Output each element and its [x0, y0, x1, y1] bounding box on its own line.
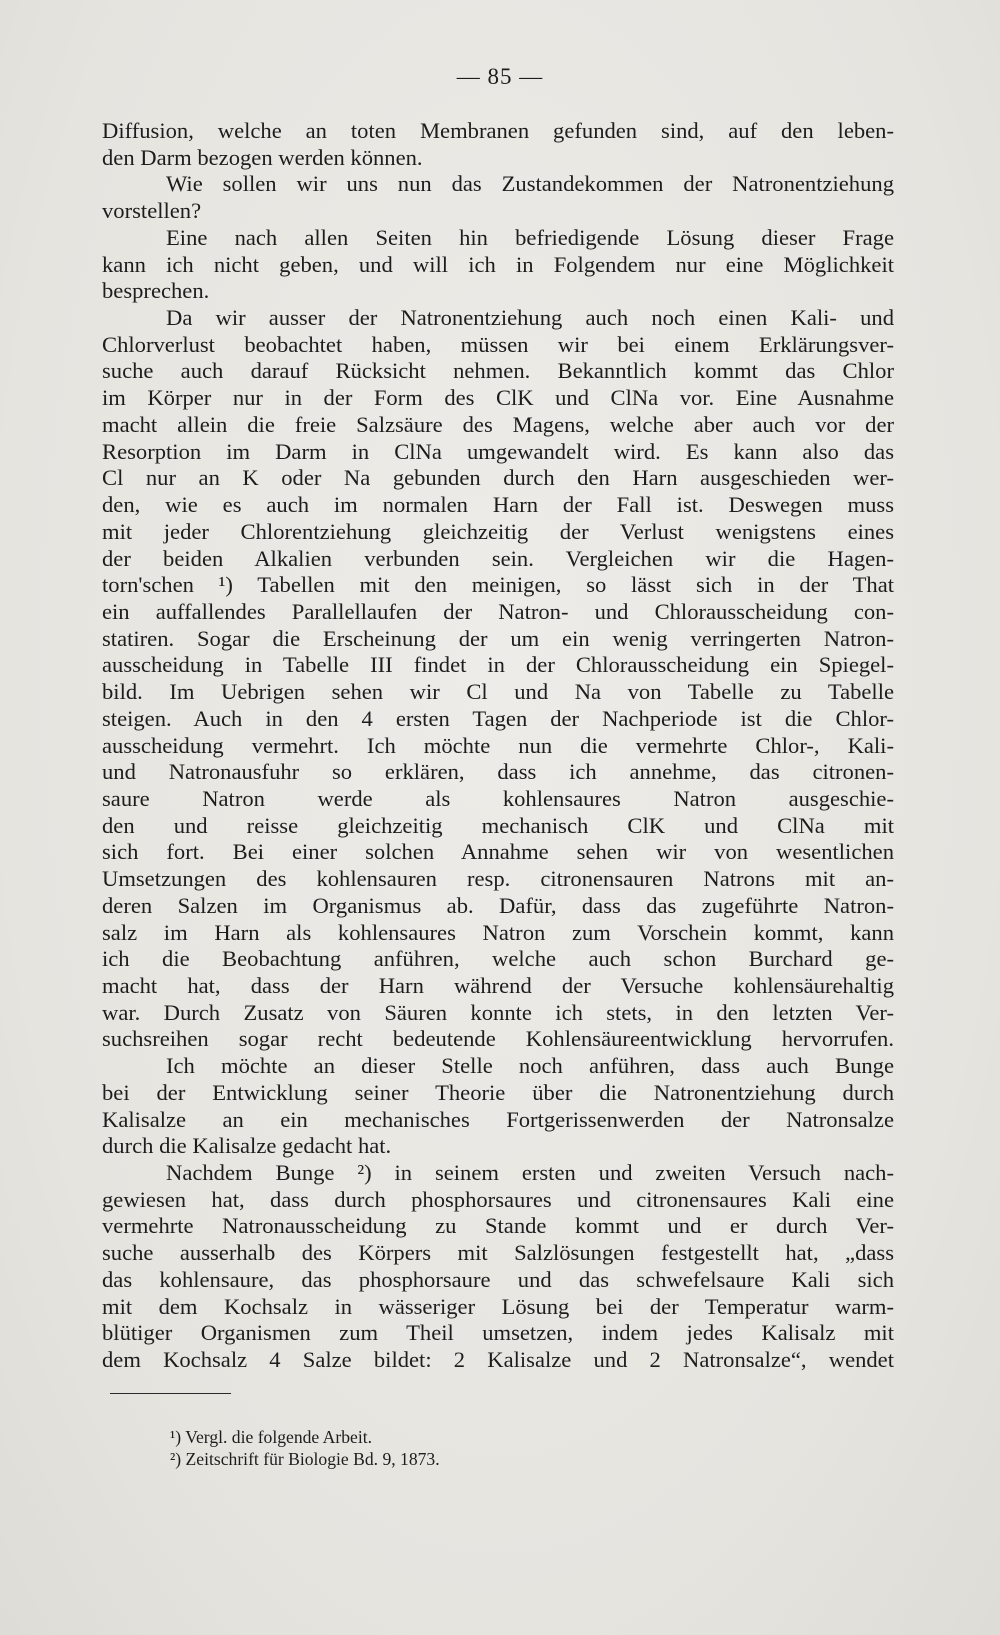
text-line: mit jeder Chlorentziehung gleichzeitig der Verlust wenigstens eines	[102, 518, 894, 544]
footnote: ¹) Vergl. die folgende Arbeit.	[170, 1427, 373, 1447]
text-line: Eine nach allen Seiten hin befriedigende Lösung dieser Frage	[166, 224, 894, 250]
text-line: blütiger Organismen zum Theil umsetzen, indem jedes Kalisalz mit	[102, 1320, 894, 1346]
page-number: — 85 —	[456, 64, 544, 89]
text-line: Resorption im Darm in ClNa umgewandelt wird. Es kann also das	[102, 438, 894, 464]
text-line: vorstellen?	[102, 198, 202, 224]
text-line: ausscheidung vermehrt. Ich möchte nun die vermehrte Chlor-, Kali-	[102, 732, 894, 758]
text-line: durch die Kalisalze gedacht hat.	[102, 1133, 392, 1159]
body-text	[102, 118, 894, 1374]
text-line: den und reisse gleichzeitig mechanisch ClK und ClNa mit	[102, 812, 894, 838]
text-line: statiren. Sogar die Erscheinung der um ein wenig verringerten Natron-	[102, 625, 894, 651]
text-line: macht allein die freie Salzsäure des Magens, welche aber auch vor der	[102, 411, 894, 437]
text-line: Chlorverlust beobachtet haben, müssen wir bei einem Erklärungsver-	[102, 331, 894, 357]
text-line: besprechen.	[102, 278, 210, 304]
text-line: dem Kochsalz 4 Salze bildet: 2 Kalisalze und 2 Natronsalze“, wendet	[102, 1347, 894, 1373]
text-line: den Darm bezogen werden können.	[102, 144, 423, 170]
text-line: deren Salzen im Organismus ab. Dafür, dass das zugeführte Natron-	[102, 892, 894, 918]
text-line: das kohlensaure, das phosphorsaure und das schwefelsaure Kali sich	[102, 1266, 894, 1292]
text-line: bild. Im Uebrigen sehen wir Cl und Na von Tabelle zu Tabelle	[102, 679, 894, 705]
text-line: saure Natron werde als kohlensaures Natron ausgeschie-	[102, 785, 894, 811]
text-line: Cl nur an K oder Na gebunden durch den Harn ausgeschieden wer-	[102, 465, 894, 491]
text-line: Kalisalze an ein mechanisches Fortgerissenwerden der Natronsalze	[102, 1106, 894, 1132]
footnote: ²) Zeitschrift für Biologie Bd. 9, 1873.	[170, 1449, 440, 1469]
text-line: Umsetzungen des kohlensauren resp. citronensauren Natrons mit an-	[102, 866, 894, 892]
text-line: kann ich nicht geben, und will ich in Folgendem nur eine Möglichkeit	[102, 251, 894, 277]
text-line: bei der Entwicklung seiner Theorie über die Natronentziehung durch	[102, 1079, 894, 1105]
text-line: steigen. Auch in den 4 ersten Tagen der Nachperiode ist die Chlor-	[102, 705, 894, 731]
footnotes	[170, 1426, 440, 1470]
text-line: Da wir ausser der Natronentziehung auch noch einen Kali- und	[166, 305, 894, 331]
text-line: und Natronausfuhr so erklären, dass ich annehme, das citronen-	[102, 759, 894, 785]
text-line: macht hat, dass der Harn während der Versuche kohlensäurehaltig	[102, 973, 894, 998]
text-line: suche auch darauf Rücksicht nehmen. Bekanntlich kommt das Chlor	[102, 358, 894, 384]
text-line: Nachdem Bunge ²) in seinem ersten und zweiten Versuch nach-	[166, 1160, 894, 1186]
text-line: der beiden Alkalien verbunden sein. Vergleichen wir die Hagen-	[102, 545, 894, 571]
text-line: ein auffallendes Parallellaufen der Natron- und Chlorausscheidung con-	[102, 598, 894, 624]
text-line: suchsreihen sogar recht bedeutende Kohlensäureentwicklung hervorrufen.	[102, 1026, 894, 1052]
text-line: im Körper nur in der Form des ClK und ClNa vor. Eine Ausnahme	[102, 385, 894, 411]
footnote-divider	[110, 1393, 231, 1394]
text-line: vermehrte Natronausscheidung zu Stande kommt und er durch Ver-	[102, 1213, 894, 1239]
text-line: Wie sollen wir uns nun das Zustandekommen der Natronentziehung	[166, 171, 894, 197]
text-line: war. Durch Zusatz von Säuren konnte ich stets, in den letzten Ver-	[102, 999, 894, 1025]
text-line: salz im Harn als kohlensaures Natron zum Vorschein kommt, kann	[102, 919, 894, 945]
text-line: suche ausserhalb des Körpers mit Salzlösungen festgestellt hat, „dass	[102, 1240, 894, 1266]
text-line: sich fort. Bei einer solchen Annahme sehen wir von wesentlichen	[102, 839, 894, 865]
text-line: ich die Beobachtung anführen, welche auch schon Burchard ge-	[102, 946, 894, 972]
text-line: torn'schen ¹) Tabellen mit den meinigen, so lässt sich in der That	[102, 572, 894, 598]
text-line: Ich möchte an dieser Stelle noch anführen, dass auch Bunge	[166, 1053, 894, 1079]
text-line: gewiesen hat, dass durch phosphorsaures und citronensaures Kali eine	[102, 1186, 894, 1212]
text-line: mit dem Kochsalz in wässeriger Lösung bei der Temperatur warm-	[102, 1293, 894, 1319]
text-line: den, wie es auch im normalen Harn der Fall ist. Deswegen muss	[102, 492, 894, 518]
text-line: ausscheidung in Tabelle III findet in der Chlorausscheidung ein Spiegel-	[102, 652, 894, 678]
text-line: Diffusion, welche an toten Membranen gefunden sind, auf den leben-	[102, 118, 894, 143]
